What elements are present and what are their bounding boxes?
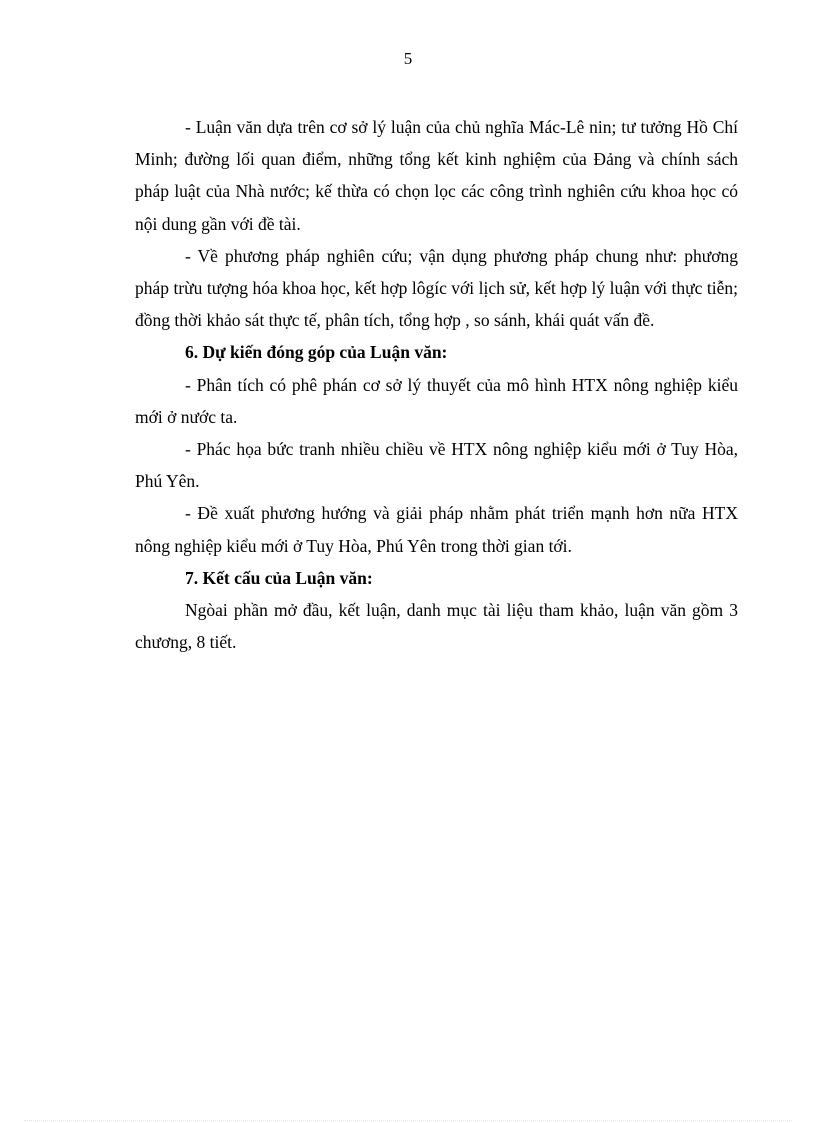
paragraph-theoretical-basis: - Luận văn dựa trên cơ sở lý luận của chủ nghĩa Mác-Lê nin; tư tưởng Hồ Chí Minh; đường lối quan điểm, những tổng kết kinh nghiệm của Đảng và chính sách pháp luật của Nhà nước; kế thừa có chọn lọc các công trình nghiên cứu khoa học có nội dung gần với đề tài. xyxy=(135,117,738,234)
page-bottom-divider xyxy=(24,1120,792,1121)
page-number: 5 xyxy=(403,49,413,68)
paragraph-contribution-analysis: - Phân tích có phê phán cơ sở lý thuyết của mô hình HTX nông nghiệp kiểu mới ở nước ta. xyxy=(135,374,738,427)
paragraph-contribution-solutions: - Đề xuất phương hướng và giải pháp nhằm phát triển mạnh hơn nữa HTX nông nghiệp kiểu mới ở Tuy Hòa, Phú Yên trong thời gian tới. xyxy=(135,503,738,556)
section-heading-thesis-structure: 7. Kết cấu của Luận văn: xyxy=(185,567,373,588)
paragraph-research-methods: - Về phương pháp nghiên cứu; vận dụng phương pháp chung như: phương pháp trừu tượng hóa khoa học, kết hợp lôgíc với lịch sử, kết hợp lý luận với thực tiễn; đồng thời khảo sát thực tế, phân tích, tổng hợp , so sánh, khái quát vấn đề. xyxy=(135,245,738,331)
paragraph-contribution-overview: - Phác họa bức tranh nhiều chiều về HTX nông nghiệp kiểu mới ở Tuy Hòa, Phú Yên. xyxy=(135,439,738,492)
section-heading-expected-contributions: 6. Dự kiến đóng góp của Luận văn: xyxy=(185,342,448,363)
body-text xyxy=(135,111,738,658)
paragraph-thesis-structure: Ngòai phần mở đầu, kết luận, danh mục tài liệu tham khảo, luận văn gồm 3 chương, 8 tiết. xyxy=(135,600,738,653)
